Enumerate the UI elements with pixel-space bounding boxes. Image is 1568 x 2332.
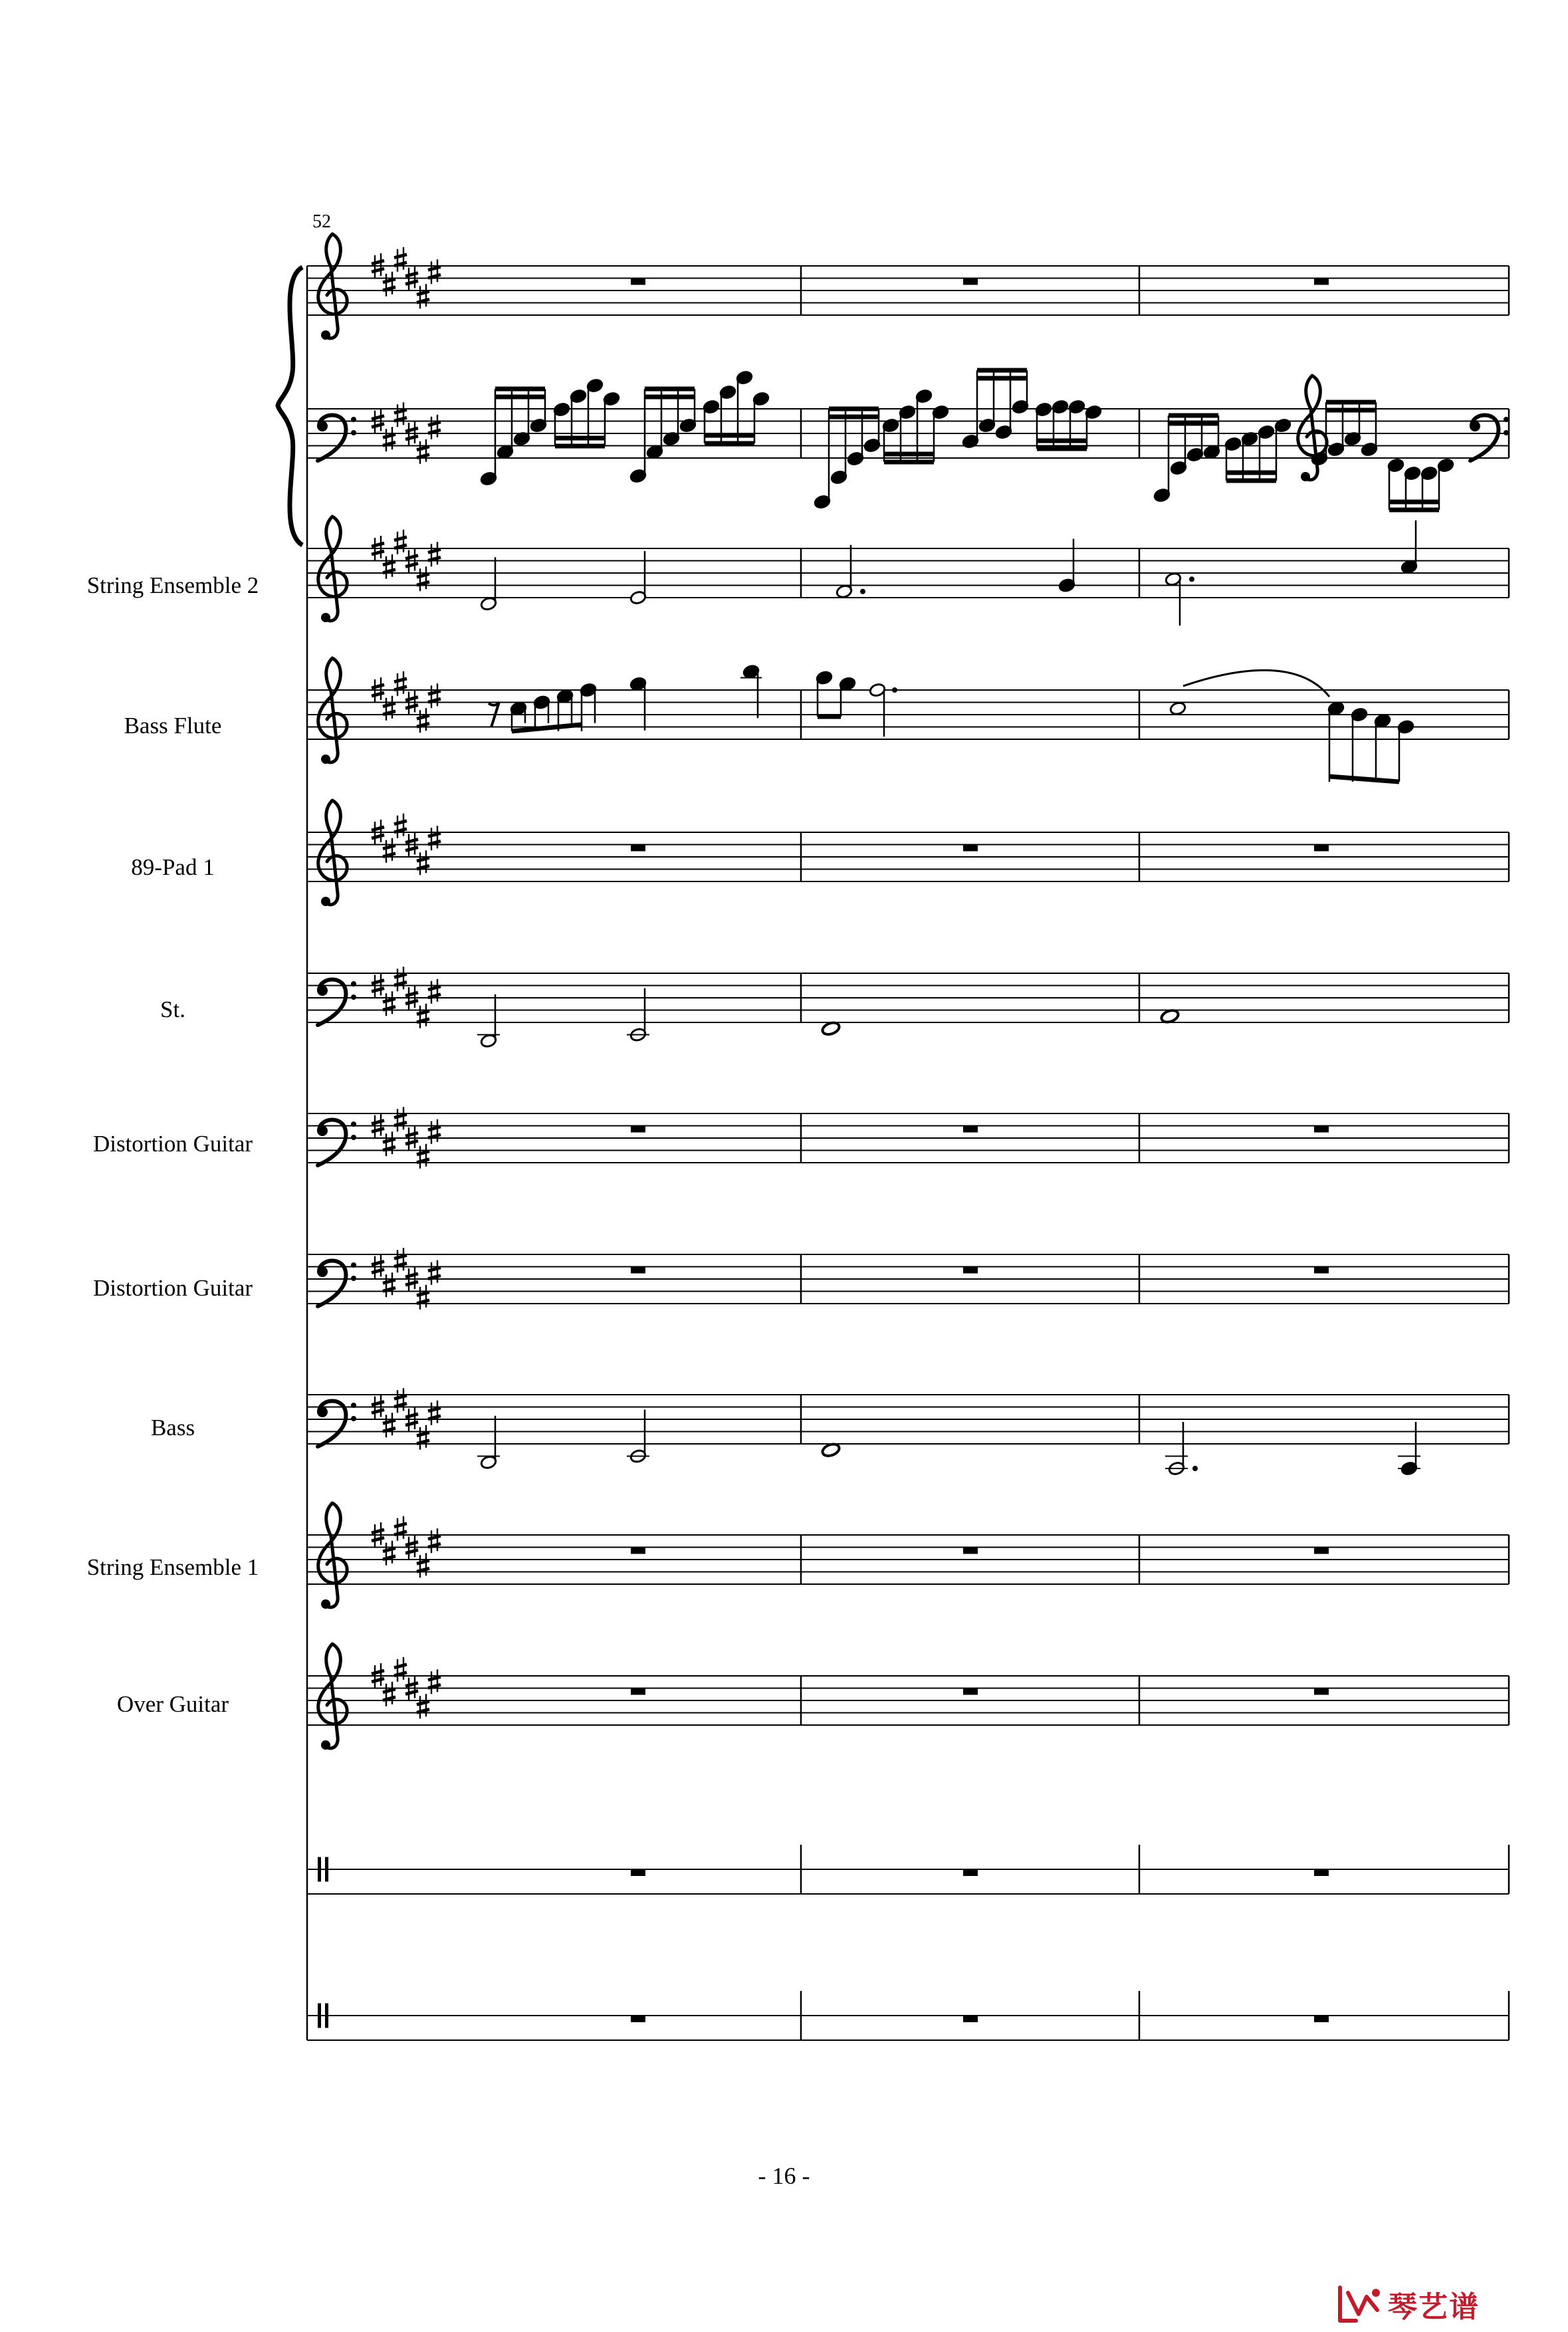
staff-8: [307, 1388, 1509, 1450]
treble-clef-icon: [318, 234, 347, 340]
bass-clef-icon: [317, 979, 356, 1025]
staff-0: [307, 234, 1509, 340]
bass-clef-icon: [317, 1119, 356, 1165]
treble-clef-icon: [318, 800, 347, 906]
instrument-label: String Ensemble 1: [86, 1554, 259, 1580]
piano-brace-icon: [278, 267, 302, 545]
instrument-label: 89-Pad 1: [131, 854, 215, 880]
instrument-label: Bass: [150, 1415, 195, 1441]
whole-rest: [1314, 845, 1329, 852]
staff-7: [307, 1248, 1509, 1310]
whole-rest: [963, 279, 978, 285]
staff-5: [307, 967, 1509, 1028]
site-logo: [1336, 2283, 1555, 2325]
whole-rest: [1314, 2016, 1329, 2022]
whole-rest: [631, 1548, 645, 1554]
instrument-label: Distortion Guitar: [92, 1275, 253, 1301]
logo-text: 琴艺谱: [1388, 2290, 1480, 2324]
whole-rest: [1314, 1126, 1329, 1133]
staff-11: [307, 1845, 1509, 1894]
whole-rest: [631, 1267, 645, 1274]
whole-rest: [963, 2016, 978, 2022]
whole-rest: [631, 279, 645, 285]
whole-rest: [963, 845, 978, 852]
bass-clef-icon: [1470, 415, 1509, 461]
instrument-label: St.: [160, 996, 185, 1022]
whole-rest: [1314, 1267, 1329, 1274]
beam: [512, 725, 582, 731]
tie: [1183, 670, 1329, 697]
bass-clef-icon: [317, 1260, 356, 1306]
piano-left-hand-arpeggios: [480, 370, 1509, 510]
bass-clef-icon: [317, 1401, 356, 1447]
whole-rest: [631, 1126, 645, 1133]
whole-rest: [631, 1869, 645, 1876]
treble-clef-icon: [318, 517, 347, 622]
whole-rest: [1314, 279, 1329, 285]
instrument-label: Bass Flute: [124, 713, 222, 739]
page-number: - 16 -: [758, 2162, 810, 2189]
instrument-label: String Ensemble 2: [86, 572, 259, 598]
whole-rest: [1314, 1689, 1329, 1695]
bass-flute-notes: [489, 664, 1414, 782]
bass-clef-icon: [317, 415, 356, 461]
treble-clef-icon: [1298, 376, 1327, 481]
whole-rest: [963, 1548, 978, 1554]
whole-rest: [963, 1869, 978, 1876]
instrument-label: Over Guitar: [116, 1691, 229, 1717]
whole-rest: [963, 1267, 978, 1274]
treble-clef-icon: [318, 658, 347, 764]
whole-rest: [631, 2016, 645, 2022]
beam: [1329, 776, 1399, 782]
whole-rest: [1314, 1869, 1329, 1876]
whole-rest: [1314, 1548, 1329, 1554]
notehead: [1169, 701, 1186, 716]
measure-number: 52: [312, 211, 331, 232]
qinyipu-logo-icon: [1336, 2283, 1384, 2325]
staff-12: [307, 1991, 1509, 2040]
instrument-label: Distortion Guitar: [92, 1131, 253, 1157]
staff-4: [307, 800, 1509, 906]
staff-9: [307, 1503, 1509, 1609]
staff-6: [307, 1107, 1509, 1169]
whole-rest: [963, 1689, 978, 1695]
whole-rest: [631, 845, 645, 852]
treble-clef-icon: [318, 1503, 347, 1609]
whole-rest: [631, 1689, 645, 1695]
staff-10: [307, 1644, 1509, 1750]
whole-rest: [963, 1126, 978, 1133]
treble-clef-icon: [318, 1644, 347, 1750]
